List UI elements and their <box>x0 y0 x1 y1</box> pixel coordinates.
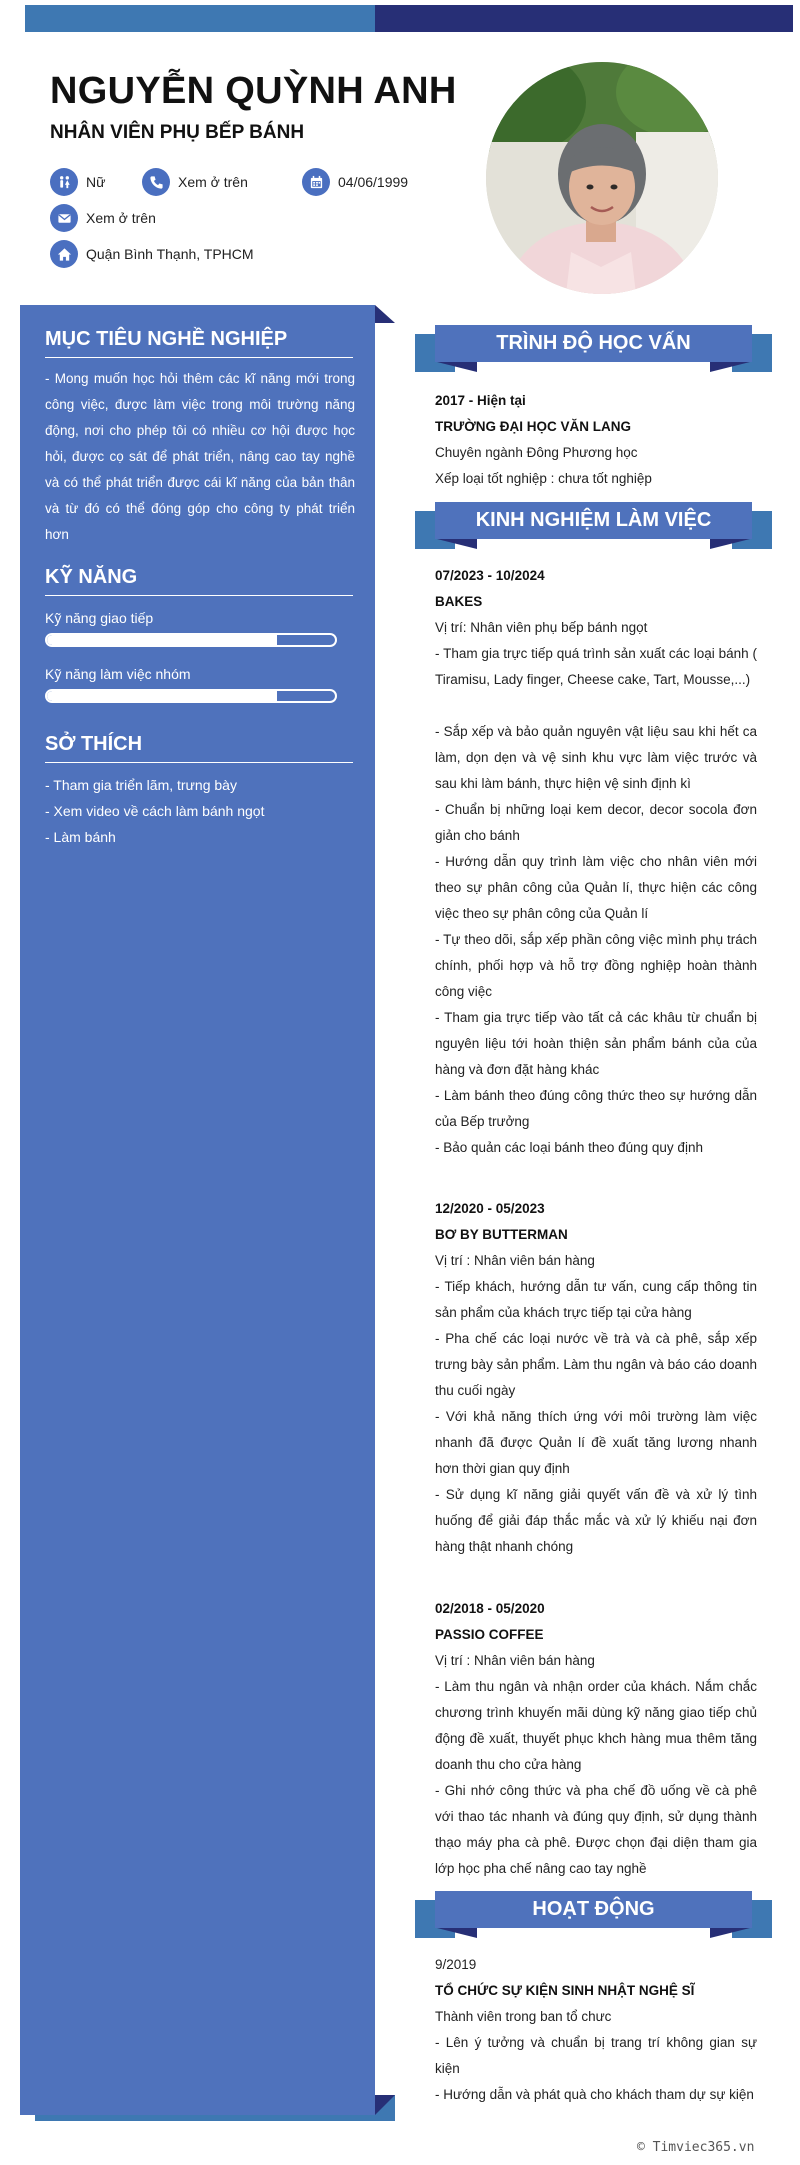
experience-heading: KINH NGHIỆM LÀM VIỆC <box>435 502 752 539</box>
job-detail: - Sử dụng kĩ năng giải quyết vấn đề và xử lý tình huống để giải đáp thắc mắc và xử lý khiếu nại đơn hàng thật nhanh chóng <box>435 1487 757 1554</box>
gender-icon <box>50 168 78 196</box>
activity-name: TỔ CHỨC SỰ KIỆN SINH NHẬT NGHỆ SĨ <box>435 1983 695 1998</box>
sidebar-fold-top <box>375 305 395 323</box>
job-role: Vị trí : Nhân viên bán hàng <box>435 1653 595 1668</box>
activity-period: 9/2019 <box>435 1957 477 1972</box>
education-major: Chuyên ngành Đông Phương học <box>435 445 638 460</box>
job-role: Vị trí: Nhân viên phụ bếp bánh ngọt <box>435 620 648 635</box>
job-detail: - Pha chế các loại nước về trà và cà phê, sắp xếp trưng bày sản phẩm. Làm thu ngân và báo cáo doanh thu cuối ngày <box>435 1331 758 1398</box>
birthday-value: 04/06/1999 <box>338 174 409 190</box>
job-period: 02/2018 - 05/2020 <box>435 1601 545 1616</box>
skills-heading: KỸ NĂNG <box>45 566 353 596</box>
contact-email <box>50 204 156 232</box>
footer-watermark: © Timviec365.vn <box>637 2140 755 2155</box>
phone-value: Xem ở trên <box>178 174 248 190</box>
candidate-name: NGUYỄN QUỲNH ANH <box>50 70 457 112</box>
job-detail: - Tham gia trực tiếp quá trình sản xuất các loại bánh ( Tiramisu, Lady finger, Cheese cake, Tart, Mousse,...) <box>435 646 757 687</box>
email-icon <box>50 204 78 232</box>
skill-bar-communication <box>45 633 337 647</box>
education-ribbon <box>415 325 772 372</box>
skill-label-communication: Kỹ năng giao tiếp <box>45 610 154 626</box>
skill-fill-communication <box>47 635 277 645</box>
contact-birthday <box>302 168 408 196</box>
job-detail: - Làm thu ngân và nhận order của khách. Nắm chắc chương trình khuyến mãi dùng kỹ năng giao tiếp chủ động đề xuất, thuyết phục khch hàng mua thêm tăng doanh thu cho cửa hàng <box>435 1679 757 1772</box>
contact-gender <box>50 168 105 196</box>
job-company: BƠ BY BUTTERMAN <box>435 1227 568 1242</box>
job-period: 07/2023 - 10/2024 <box>435 568 545 583</box>
top-bar-dark <box>375 5 793 32</box>
activity-role: Thành viên trong ban tổ chưc <box>435 2009 612 2024</box>
skill-label-teamwork: Kỹ năng làm việc nhóm <box>45 666 191 682</box>
skill-fill-teamwork <box>47 691 277 701</box>
contact-phone <box>142 168 248 196</box>
profile-photo <box>486 62 718 294</box>
gender-value: Nữ <box>86 174 106 190</box>
phone-icon <box>142 168 170 196</box>
home-icon <box>50 240 78 268</box>
job-detail: - Ghi nhớ công thức và pha chế đồ uống về cà phê với thao tác nhanh và đúng quy định, sử dụng thành thạo máy pha cà phê. Được chọn đại diện tham gia lớp học pha chế nâng cao tay nghề <box>435 1783 757 1876</box>
job-company: BAKES <box>435 594 483 609</box>
education-school: TRƯỜNG ĐẠI HỌC VĂN LANG <box>435 419 631 434</box>
hobby-item: - Tham gia triển lãm, trưng bày <box>45 777 237 793</box>
objective-text: - Mong muốn học hỏi thêm các kĩ năng mới trong công việc, được làm việc trong môi trường năng động, nơi cho phép tôi có nhiều cơ hội được học hỏi, được cọ sát để phát triển, nâng cao tay nghề và có thể phát triển được cái kĩ năng của bản thân và từ đó có thể đóng góp cho công ty phát triển hơn <box>45 371 355 542</box>
email-value: Xem ở trên <box>86 210 156 226</box>
job-detail: - Sắp xếp và bảo quản nguyên vật liệu sau khi hết ca làm, dọn dẹn và vệ sinh khu vực làm việc trước và sau khi làm bánh, thực hiện vệ sinh định kì <box>435 724 757 791</box>
hobby-item: - Xem video về cách làm bánh ngọt <box>45 803 265 819</box>
hobbies-heading: SỞ THÍCH <box>45 733 353 763</box>
experience-ribbon <box>415 502 772 549</box>
job-detail: - Làm bánh theo đúng công thức theo sự hướng dẫn của Bếp trưởng <box>435 1088 757 1129</box>
activities-ribbon <box>415 1891 772 1938</box>
activity-detail: - Hướng dẫn và phát quà cho khách tham dự sự kiện <box>435 2087 754 2102</box>
contact-address <box>50 240 254 268</box>
job-detail: - Hướng dẫn quy trình làm việc cho nhân viên mới theo sự phân công của Quản lí, thực hiện các công việc theo sự phân công của Quản lí <box>435 854 757 921</box>
skill-bar-teamwork <box>45 689 337 703</box>
education-grade: Xếp loại tốt nghiệp : chưa tốt nghiệp <box>435 471 652 486</box>
address-value: Quận Bình Thạnh, TPHCM <box>86 246 254 262</box>
job-detail: - Tự theo dõi, sắp xếp phần công việc mình phụ trách chính, phối hợp và hỗ trợ đồng nghiệp hoàn thành công việc <box>435 932 757 999</box>
education-period: 2017 - Hiện tại <box>435 393 526 408</box>
job-role: Vị trí : Nhân viên bán hàng <box>435 1253 595 1268</box>
job-company: PASSIO COFFEE <box>435 1627 544 1642</box>
activities-heading: HOẠT ĐỘNG <box>435 1891 752 1928</box>
job-period: 12/2020 - 05/2023 <box>435 1201 545 1216</box>
job-detail: - Chuẩn bị những loại kem decor, decor socola đơn giản cho bánh <box>435 802 757 843</box>
job-title: NHÂN VIÊN PHỤ BẾP BÁNH <box>50 122 305 143</box>
activity-detail: - Lên ý tưởng và chuẩn bị trang trí không gian sự kiện <box>435 2035 757 2076</box>
job-detail: - Với khả năng thích ứng với môi trường làm việc nhanh đã được Quản lí đề xuất tăng lương nhanh hơn thời gian quy định <box>435 1409 757 1476</box>
objective-heading: MỤC TIÊU NGHỀ NGHIỆP <box>45 328 353 358</box>
job-detail: - Tiếp khách, hướng dẫn tư vấn, cung cấp thông tin sản phẩm của khách trực tiếp tại cửa hàng <box>435 1279 757 1320</box>
hobby-item: - Làm bánh <box>45 829 116 845</box>
job-detail: - Bảo quản các loại bánh theo đúng quy định <box>435 1140 703 1155</box>
job-detail: - Tham gia trực tiếp vào tất cả các khâu từ chuẩn bị nguyên liệu tới hoàn thiện sản phẩm bánh của của hàng và đơn đặt hàng khác <box>435 1010 757 1077</box>
top-bar-light <box>25 5 375 32</box>
education-heading: TRÌNH ĐỘ HỌC VẤN <box>435 325 752 362</box>
calendar-icon <box>302 168 330 196</box>
